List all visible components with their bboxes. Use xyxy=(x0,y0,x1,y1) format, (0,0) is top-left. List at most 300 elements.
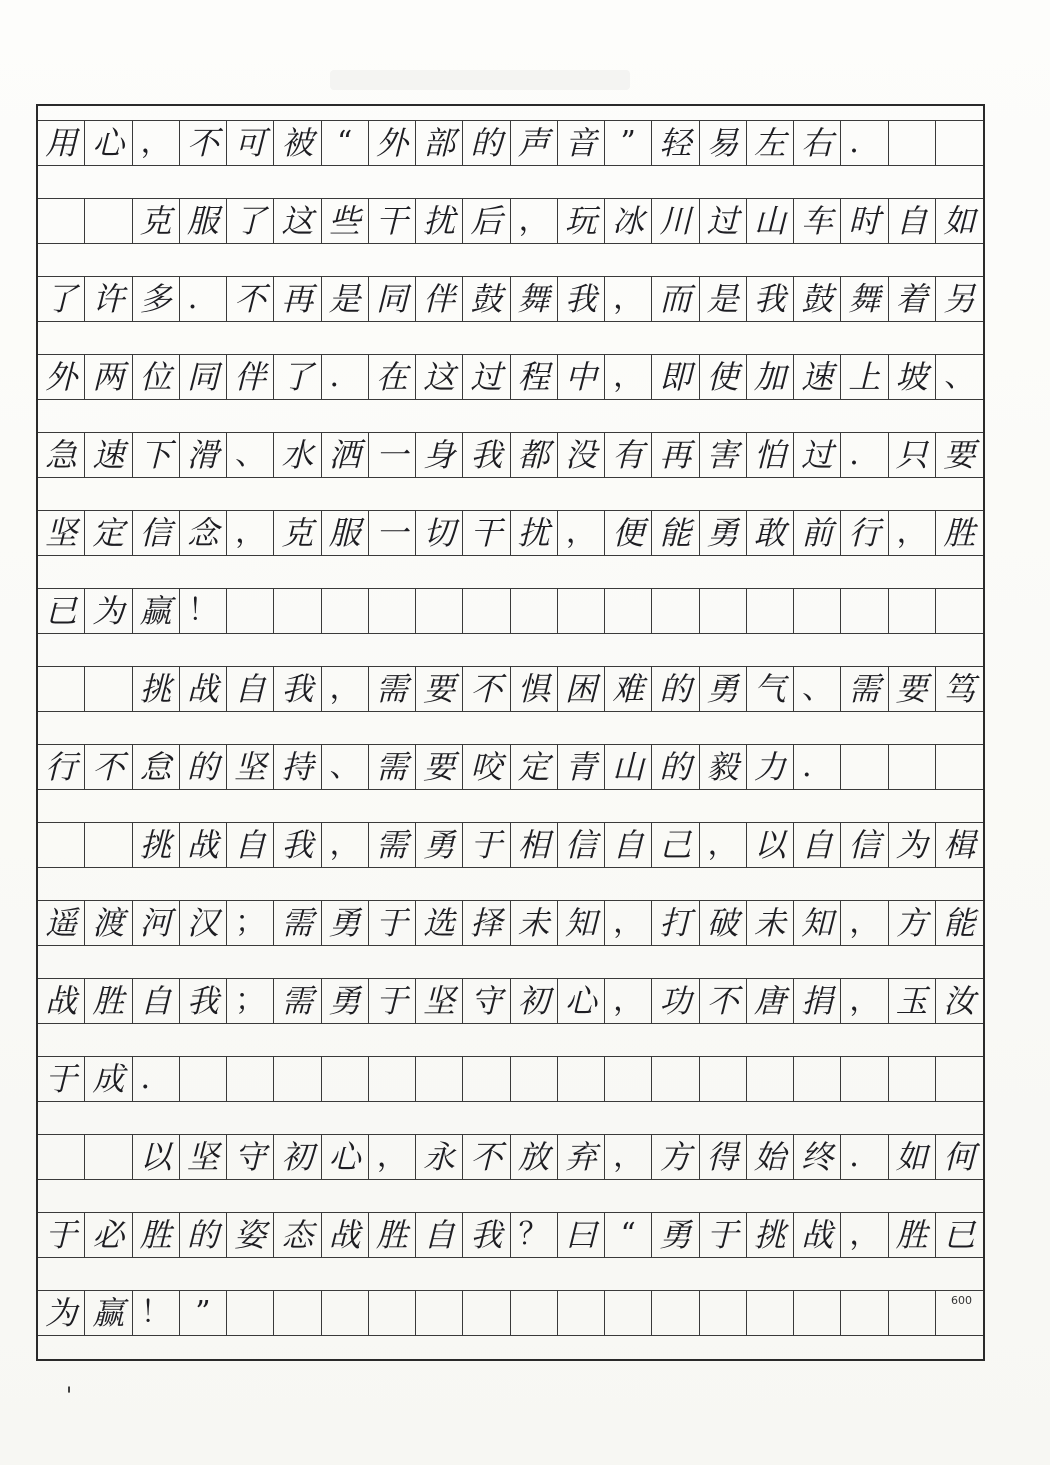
grid-cell: 不 xyxy=(180,120,227,166)
grid-cell: 我 xyxy=(558,276,605,322)
grid-cell: 水 xyxy=(274,432,321,478)
grid-cell: 的 xyxy=(652,744,699,790)
grid-cell xyxy=(652,588,699,634)
grid-cell: 楫 xyxy=(936,822,983,868)
grid-cell: 放 xyxy=(511,1134,558,1180)
grid-cell xyxy=(794,588,841,634)
grid-cell: 需 xyxy=(369,744,416,790)
grid-cell: 在 xyxy=(369,354,416,400)
grid-cell: ． xyxy=(841,432,888,478)
grid-cell: 着 xyxy=(889,276,936,322)
grid-cell: 何 xyxy=(936,1134,983,1180)
grid-cell: 自 xyxy=(794,822,841,868)
grid-cell: 可 xyxy=(227,120,274,166)
grid-cell: 坚 xyxy=(180,1134,227,1180)
grid-cell: 同 xyxy=(369,276,416,322)
grid-cell: 信 xyxy=(558,822,605,868)
grid-cell: ； xyxy=(227,900,274,946)
grid-cell: 再 xyxy=(652,432,699,478)
grid-cell: 玉 xyxy=(889,978,936,1024)
grid-cell: 于 xyxy=(369,900,416,946)
grid-cell: 都 xyxy=(511,432,558,478)
grid-cell: 定 xyxy=(511,744,558,790)
grid-cell: 速 xyxy=(85,432,132,478)
grid-cell: 的 xyxy=(180,744,227,790)
grid-cell: 始 xyxy=(747,1134,794,1180)
grid-row xyxy=(38,978,983,1024)
grid-row xyxy=(38,432,983,478)
grid-cell xyxy=(227,588,274,634)
grid-cell: 外 xyxy=(369,120,416,166)
grid-cell: 车 xyxy=(794,198,841,244)
grid-cell: 川 xyxy=(652,198,699,244)
grid-cell: 加 xyxy=(747,354,794,400)
grid-cell: 干 xyxy=(463,510,510,556)
grid-cell: 永 xyxy=(416,1134,463,1180)
grid-cell: 功 xyxy=(652,978,699,1024)
grid-cell: 许 xyxy=(85,276,132,322)
grid-cell: 赢 xyxy=(85,1290,132,1336)
grid-cell: 要 xyxy=(889,666,936,712)
grid-cell: 遥 xyxy=(38,900,85,946)
grid-cell xyxy=(511,1056,558,1102)
grid-cell: 不 xyxy=(85,744,132,790)
grid-cell: ， xyxy=(605,900,652,946)
grid-cell: 外 xyxy=(38,354,85,400)
grid-cell xyxy=(558,1290,605,1336)
grid-cell: 方 xyxy=(652,1134,699,1180)
grid-cell: 一 xyxy=(369,510,416,556)
grid-cell: 克 xyxy=(133,198,180,244)
grid-cell: 必 xyxy=(85,1212,132,1258)
grid-cell: 克 xyxy=(274,510,321,556)
grid-cell: 没 xyxy=(558,432,605,478)
grid-cell: 山 xyxy=(605,744,652,790)
grid-cell: ， xyxy=(605,276,652,322)
grid-cell: 能 xyxy=(652,510,699,556)
grid-cell xyxy=(322,1290,369,1336)
grid-cell xyxy=(227,1290,274,1336)
grid-cell: 鼓 xyxy=(463,276,510,322)
grid-row xyxy=(38,666,983,712)
grid-cell: 战 xyxy=(180,666,227,712)
grid-cell: ． xyxy=(133,1056,180,1102)
grid-cell xyxy=(841,744,888,790)
grid-cell: 如 xyxy=(889,1134,936,1180)
grid-cell: 如 xyxy=(936,198,983,244)
grid-cell: 冰 xyxy=(605,198,652,244)
grid-cell: 、 xyxy=(322,744,369,790)
grid-cell: ， xyxy=(322,822,369,868)
grid-cell: 舞 xyxy=(511,276,558,322)
grid-cell: 我 xyxy=(463,1212,510,1258)
grid-cell: 信 xyxy=(841,822,888,868)
grid-cell: 程 xyxy=(511,354,558,400)
grid-cell: 不 xyxy=(227,276,274,322)
grid-cell: 难 xyxy=(605,666,652,712)
grid-cell: 我 xyxy=(274,666,321,712)
grid-cell xyxy=(416,588,463,634)
grid-cell: ， xyxy=(889,510,936,556)
grid-cell: 中 xyxy=(558,354,605,400)
grid-cell: 多 xyxy=(133,276,180,322)
grid-cell: 能 xyxy=(936,900,983,946)
grid-row xyxy=(38,822,983,868)
grid-cell xyxy=(889,588,936,634)
grid-cell xyxy=(558,1056,605,1102)
grid-row xyxy=(38,744,983,790)
grid-cell xyxy=(274,1056,321,1102)
grid-cell: 捐 xyxy=(794,978,841,1024)
grid-cell: ！ xyxy=(180,588,227,634)
grid-row xyxy=(38,510,983,556)
grid-cell: ． xyxy=(180,276,227,322)
grid-cell: 信 xyxy=(133,510,180,556)
grid-cell: 需 xyxy=(369,666,416,712)
grid-cell xyxy=(936,744,983,790)
grid-cell: 气 xyxy=(747,666,794,712)
grid-cell xyxy=(605,1056,652,1102)
grid-cell: 声 xyxy=(511,120,558,166)
grid-cell: 自 xyxy=(889,198,936,244)
grid-cell: 胜 xyxy=(133,1212,180,1258)
grid-cell: 需 xyxy=(369,822,416,868)
grid-cell xyxy=(416,1056,463,1102)
grid-cell xyxy=(889,744,936,790)
grid-cell xyxy=(511,1290,558,1336)
grid-cell: 位 xyxy=(133,354,180,400)
grid-cell: 要 xyxy=(416,666,463,712)
grid-cell: 于 xyxy=(700,1212,747,1258)
grid-cell: 成 xyxy=(85,1056,132,1102)
grid-cell: 为 xyxy=(85,588,132,634)
grid-cell: 坚 xyxy=(38,510,85,556)
grid-cell xyxy=(463,588,510,634)
grid-cell: 干 xyxy=(369,198,416,244)
grid-cell: 、 xyxy=(794,666,841,712)
grid-cell: 挑 xyxy=(747,1212,794,1258)
grid-cell: 后 xyxy=(463,198,510,244)
grid-cell: ， xyxy=(841,1212,888,1258)
grid-cell: 自 xyxy=(227,666,274,712)
grid-cell xyxy=(652,1056,699,1102)
grid-cell: 方 xyxy=(889,900,936,946)
grid-cell xyxy=(85,1134,132,1180)
grid-cell: 打 xyxy=(652,900,699,946)
grid-cell: 部 xyxy=(416,120,463,166)
grid-cell: 坚 xyxy=(227,744,274,790)
grid-cell: 是 xyxy=(700,276,747,322)
grid-cell xyxy=(841,1056,888,1102)
grid-cell xyxy=(38,198,85,244)
grid-cell: ， xyxy=(133,120,180,166)
grid-cell: 服 xyxy=(180,198,227,244)
grid-cell: 上 xyxy=(841,354,888,400)
grid-cell: 这 xyxy=(416,354,463,400)
grid-cell: “ xyxy=(605,1212,652,1258)
grid-cell: 赢 xyxy=(133,588,180,634)
grid-cell: 左 xyxy=(747,120,794,166)
grid-cell: ． xyxy=(841,120,888,166)
grid-cell: 于 xyxy=(38,1212,85,1258)
grid-cell: 轻 xyxy=(652,120,699,166)
grid-cell xyxy=(936,120,983,166)
grid-cell: 相 xyxy=(511,822,558,868)
grid-cell: 同 xyxy=(180,354,227,400)
grid-cell: ， xyxy=(605,354,652,400)
grid-cell: 不 xyxy=(463,1134,510,1180)
grid-cell: 时 xyxy=(841,198,888,244)
grid-cell xyxy=(747,588,794,634)
grid-cell: 得 xyxy=(700,1134,747,1180)
grid-cell: 初 xyxy=(274,1134,321,1180)
grid-cell: 行 xyxy=(841,510,888,556)
grid-cell xyxy=(38,822,85,868)
grid-cell: 以 xyxy=(747,822,794,868)
grid-cell: 玩 xyxy=(558,198,605,244)
grid-cell: ？ xyxy=(511,1212,558,1258)
grid-cell: 扰 xyxy=(416,198,463,244)
grid-cell xyxy=(180,1056,227,1102)
grid-row xyxy=(38,198,983,244)
grid-cell: 行 xyxy=(38,744,85,790)
grid-cell: 守 xyxy=(463,978,510,1024)
grid-cell: 需 xyxy=(274,900,321,946)
grid-cell: 被 xyxy=(274,120,321,166)
grid-cell xyxy=(889,120,936,166)
grid-cell: 两 xyxy=(85,354,132,400)
grid-cell: 胜 xyxy=(369,1212,416,1258)
grid-cell: 知 xyxy=(794,900,841,946)
grid-cell: ！ xyxy=(133,1290,180,1336)
grid-cell: 战 xyxy=(180,822,227,868)
grid-cell: 渡 xyxy=(85,900,132,946)
grid-cell xyxy=(747,1290,794,1336)
grid-cell: ， xyxy=(605,978,652,1024)
grid-cell: 知 xyxy=(558,900,605,946)
grid-cell: 我 xyxy=(180,978,227,1024)
grid-cell: ， xyxy=(322,666,369,712)
grid-cell: 为 xyxy=(38,1290,85,1336)
grid-cell: 速 xyxy=(794,354,841,400)
grid-cell: 坚 xyxy=(416,978,463,1024)
grid-cell: 勇 xyxy=(700,666,747,712)
grid-cell: 只 xyxy=(889,432,936,478)
grid-cell xyxy=(841,1290,888,1336)
grid-cell: 身 xyxy=(416,432,463,478)
grid-cell: 勇 xyxy=(652,1212,699,1258)
grid-cell: 前 xyxy=(794,510,841,556)
grid-cell: 选 xyxy=(416,900,463,946)
grid-cell: 些 xyxy=(322,198,369,244)
grid-cell xyxy=(369,1056,416,1102)
grid-cell: ” xyxy=(180,1290,227,1336)
grid-cell: 守 xyxy=(227,1134,274,1180)
grid-cell xyxy=(889,1056,936,1102)
grid-row xyxy=(38,1134,983,1180)
grid-cell: 持 xyxy=(274,744,321,790)
grid-cell: 需 xyxy=(841,666,888,712)
grid-cell: 自 xyxy=(133,978,180,1024)
grid-cell: ， xyxy=(841,900,888,946)
grid-cell: 勇 xyxy=(700,510,747,556)
grid-cell xyxy=(841,588,888,634)
grid-cell: 姿 xyxy=(227,1212,274,1258)
grid-cell: 态 xyxy=(274,1212,321,1258)
grid-cell: ， xyxy=(227,510,274,556)
grid-cell xyxy=(38,1134,85,1180)
grid-cell: 心 xyxy=(322,1134,369,1180)
grid-cell: 伴 xyxy=(416,276,463,322)
grid-cell xyxy=(700,588,747,634)
grid-cell xyxy=(416,1290,463,1336)
grid-cell: 心 xyxy=(558,978,605,1024)
grid-cell: 为 xyxy=(889,822,936,868)
grid-cell: 笃 xyxy=(936,666,983,712)
grid-row xyxy=(38,588,983,634)
grid-cell: 自 xyxy=(227,822,274,868)
grid-cell xyxy=(700,1290,747,1336)
grid-cell: 毅 xyxy=(700,744,747,790)
grid-cell: 挑 xyxy=(133,822,180,868)
grid-cell xyxy=(652,1290,699,1336)
grid-row xyxy=(38,120,983,166)
grid-cell: 破 xyxy=(700,900,747,946)
grid-cell: 怕 xyxy=(747,432,794,478)
grid-cell: 唐 xyxy=(747,978,794,1024)
grid-cell: 有 xyxy=(605,432,652,478)
grid-cell: 是 xyxy=(322,276,369,322)
grid-cell: ， xyxy=(700,822,747,868)
grid-cell: 于 xyxy=(38,1056,85,1102)
grid-cell xyxy=(747,1056,794,1102)
grid-cell: 需 xyxy=(274,978,321,1024)
grid-cell: 滑 xyxy=(180,432,227,478)
grid-cell: 易 xyxy=(700,120,747,166)
grid-cell: ． xyxy=(841,1134,888,1180)
grid-row xyxy=(38,1290,983,1336)
grid-cell xyxy=(38,666,85,712)
grid-cell: 舞 xyxy=(841,276,888,322)
grid-cell: 我 xyxy=(463,432,510,478)
grid-cell: 咬 xyxy=(463,744,510,790)
grid-cell: ， xyxy=(605,1134,652,1180)
grid-cell xyxy=(369,588,416,634)
grid-cell: 伴 xyxy=(227,354,274,400)
grid-cell: 过 xyxy=(794,432,841,478)
grid-cell: 河 xyxy=(133,900,180,946)
grid-cell: 音 xyxy=(558,120,605,166)
grid-cell: 终 xyxy=(794,1134,841,1180)
grid-cell: 战 xyxy=(38,978,85,1024)
grid-cell xyxy=(463,1290,510,1336)
grid-cell: 急 xyxy=(38,432,85,478)
grid-cell: 要 xyxy=(416,744,463,790)
grid-cell: 择 xyxy=(463,900,510,946)
grid-cell: 即 xyxy=(652,354,699,400)
grid-cell: 过 xyxy=(463,354,510,400)
grid-cell: 胜 xyxy=(936,510,983,556)
grid-cell: 右 xyxy=(794,120,841,166)
grid-cell: 不 xyxy=(700,978,747,1024)
grid-cell: 已 xyxy=(936,1212,983,1258)
grid-cell: 、 xyxy=(227,432,274,478)
grid-cell: 扰 xyxy=(511,510,558,556)
grid-cell: 坡 xyxy=(889,354,936,400)
grid-cell: 我 xyxy=(747,276,794,322)
grid-cell: 用 xyxy=(38,120,85,166)
grid-cell: 勇 xyxy=(322,900,369,946)
grid-cell: 了 xyxy=(38,276,85,322)
grid-cell: 下 xyxy=(133,432,180,478)
grid-cell xyxy=(227,1056,274,1102)
stray-pen-mark: ' xyxy=(66,1384,73,1409)
grid-cell: 勇 xyxy=(322,978,369,1024)
grid-cell: 切 xyxy=(416,510,463,556)
grid-cell: 的 xyxy=(652,666,699,712)
grid-cell xyxy=(605,1290,652,1336)
grid-cell: 另 xyxy=(936,276,983,322)
grid-row xyxy=(38,276,983,322)
grid-cell xyxy=(85,822,132,868)
grid-cell xyxy=(794,1056,841,1102)
grid-cell: 自 xyxy=(605,822,652,868)
grid-cell xyxy=(322,588,369,634)
grid-cell: 了 xyxy=(227,198,274,244)
grid-cell: 惧 xyxy=(511,666,558,712)
grid-cell: 、 xyxy=(936,354,983,400)
grid-cell: “ xyxy=(322,120,369,166)
grid-cell: 使 xyxy=(700,354,747,400)
grid-cell xyxy=(936,1056,983,1102)
grid-cell: 己 xyxy=(652,822,699,868)
grid-cell: ； xyxy=(227,978,274,1024)
grid-cell: 再 xyxy=(274,276,321,322)
grid-cell: 定 xyxy=(85,510,132,556)
grid-row xyxy=(38,1212,983,1258)
grid-cell: 于 xyxy=(463,822,510,868)
grid-cell xyxy=(511,588,558,634)
grid-cell xyxy=(274,588,321,634)
grid-cell: 胜 xyxy=(889,1212,936,1258)
grid-cell: 念 xyxy=(180,510,227,556)
grid-cell: 战 xyxy=(794,1212,841,1258)
grid-cell: 了 xyxy=(274,354,321,400)
grid-cell: 这 xyxy=(274,198,321,244)
grid-cell: 的 xyxy=(180,1212,227,1258)
grid-cell xyxy=(889,1290,936,1336)
grid-cell: 于 xyxy=(369,978,416,1024)
grid-cell: 汝 xyxy=(936,978,983,1024)
grid-cell xyxy=(605,588,652,634)
grid-cell: 的 xyxy=(463,120,510,166)
grid-cell: 山 xyxy=(747,198,794,244)
grid-cell: 而 xyxy=(652,276,699,322)
grid-cell: 汉 xyxy=(180,900,227,946)
grid-cell: 害 xyxy=(700,432,747,478)
grid-cell xyxy=(794,1290,841,1336)
composition-grid xyxy=(36,104,985,1361)
grid-cell xyxy=(85,666,132,712)
grid-row xyxy=(38,354,983,400)
grid-cell: 洒 xyxy=(322,432,369,478)
grid-cell: 困 xyxy=(558,666,605,712)
grid-cell xyxy=(558,588,605,634)
grid-cell: ． xyxy=(794,744,841,790)
grid-cell: 自 xyxy=(416,1212,463,1258)
grid-cell: 怠 xyxy=(133,744,180,790)
grid-cell: 未 xyxy=(511,900,558,946)
